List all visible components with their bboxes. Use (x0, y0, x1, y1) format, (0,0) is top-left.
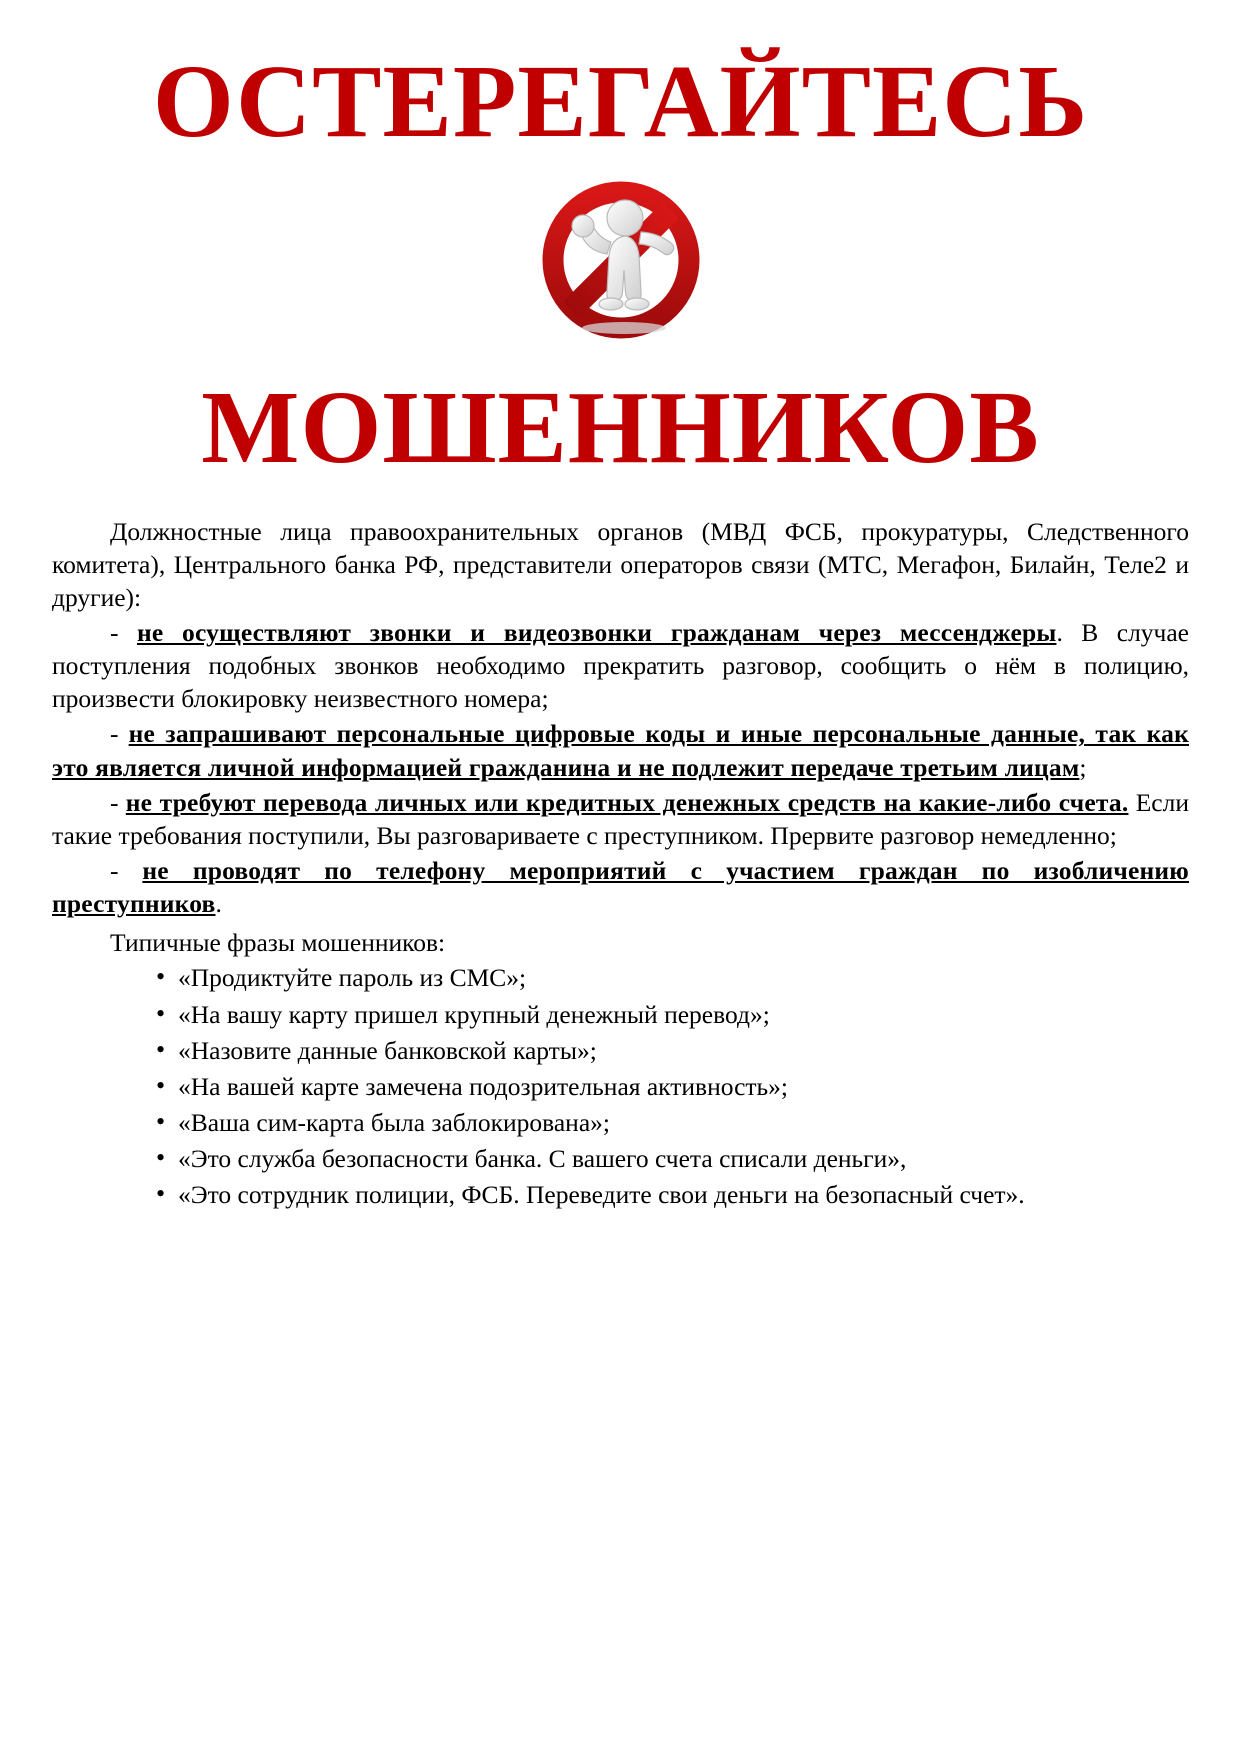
rule-dash-1: - (110, 618, 119, 648)
list-item: • «Назовите данные банковской карты»; (156, 1034, 1189, 1067)
list-item: • «Это сотрудник полиции, ФСБ. Переведите свои деньги на безопасный счет». (156, 1178, 1189, 1211)
rule-bold-1: не осуществляют звонки и видеозвонки гражданам через мессенджеры (136, 618, 1057, 648)
list-item: • «На вашу карту пришел крупный денежный перевод»; (156, 998, 1189, 1031)
list-item: • «Продиктуйте пароль из СМС»; (156, 961, 1189, 994)
rule-paragraph-4 (52, 854, 1189, 920)
list-item: • «На вашей карте замечена подозрительная активность»; (156, 1070, 1189, 1103)
list-item: • «Ваша сим-карта была заблокирована»; (156, 1106, 1189, 1139)
rule-dash-3: - (110, 787, 119, 817)
rule-dash-4: - (110, 856, 119, 886)
rule-bold-2: не запрашивают персональные цифровые коды и иные персональные данные, так как это является личной информацией гражданина и не подлежит передаче третьим лицам (52, 719, 1189, 782)
page-title-bottom: МОШЕННИКОВ (201, 370, 1040, 486)
intro-paragraph: Должностные лица правоохранительных органов (МВД ФСБ, прокуратуры, Следственного комитета), Центрального банка РФ, представители операторов связи (МТС, Мегафон, Билайн, Теле2 и другие): (52, 516, 1189, 612)
prohibition-sign-container (52, 176, 1189, 366)
rule-paragraph-2 (52, 717, 1189, 783)
page-title-top: ОСТЕРЕГАЙТЕСЬ (152, 44, 1089, 159)
rule-bold-3: не требуют перевода личных или кредитных денежных средств на какие-либо счета. (125, 787, 1129, 817)
rule-rest-2: ; (1079, 752, 1087, 782)
rule-paragraph-3 (52, 786, 1189, 852)
rule-rest-1: . В случае поступления подобных звонков необходимо прекратить разговор, сообщить о нём в полицию, произвести блокировку неизвестного номера; (52, 618, 1189, 714)
rule-paragraph-1 (52, 616, 1189, 715)
poster-body (52, 515, 1189, 1212)
phrases-intro: Типичные фразы мошенников: (110, 928, 446, 958)
fraudster-phrases-list (52, 961, 1189, 1211)
rule-bold-4: не проводят по телефону мероприятий с участием граждан по изобличению преступников (52, 856, 1189, 919)
rule-dash-2: - (110, 719, 119, 749)
rule-rest-3: Если такие требования поступили, Вы разговариваете с преступником. Прервите разговор немедленно; (52, 787, 1189, 850)
no-entry-prohibition-sign-icon (521, 176, 721, 366)
list-item: • «Это служба безопасности банка. С вашего счета списали деньги», (156, 1142, 1189, 1175)
rule-rest-4: . (215, 889, 222, 919)
